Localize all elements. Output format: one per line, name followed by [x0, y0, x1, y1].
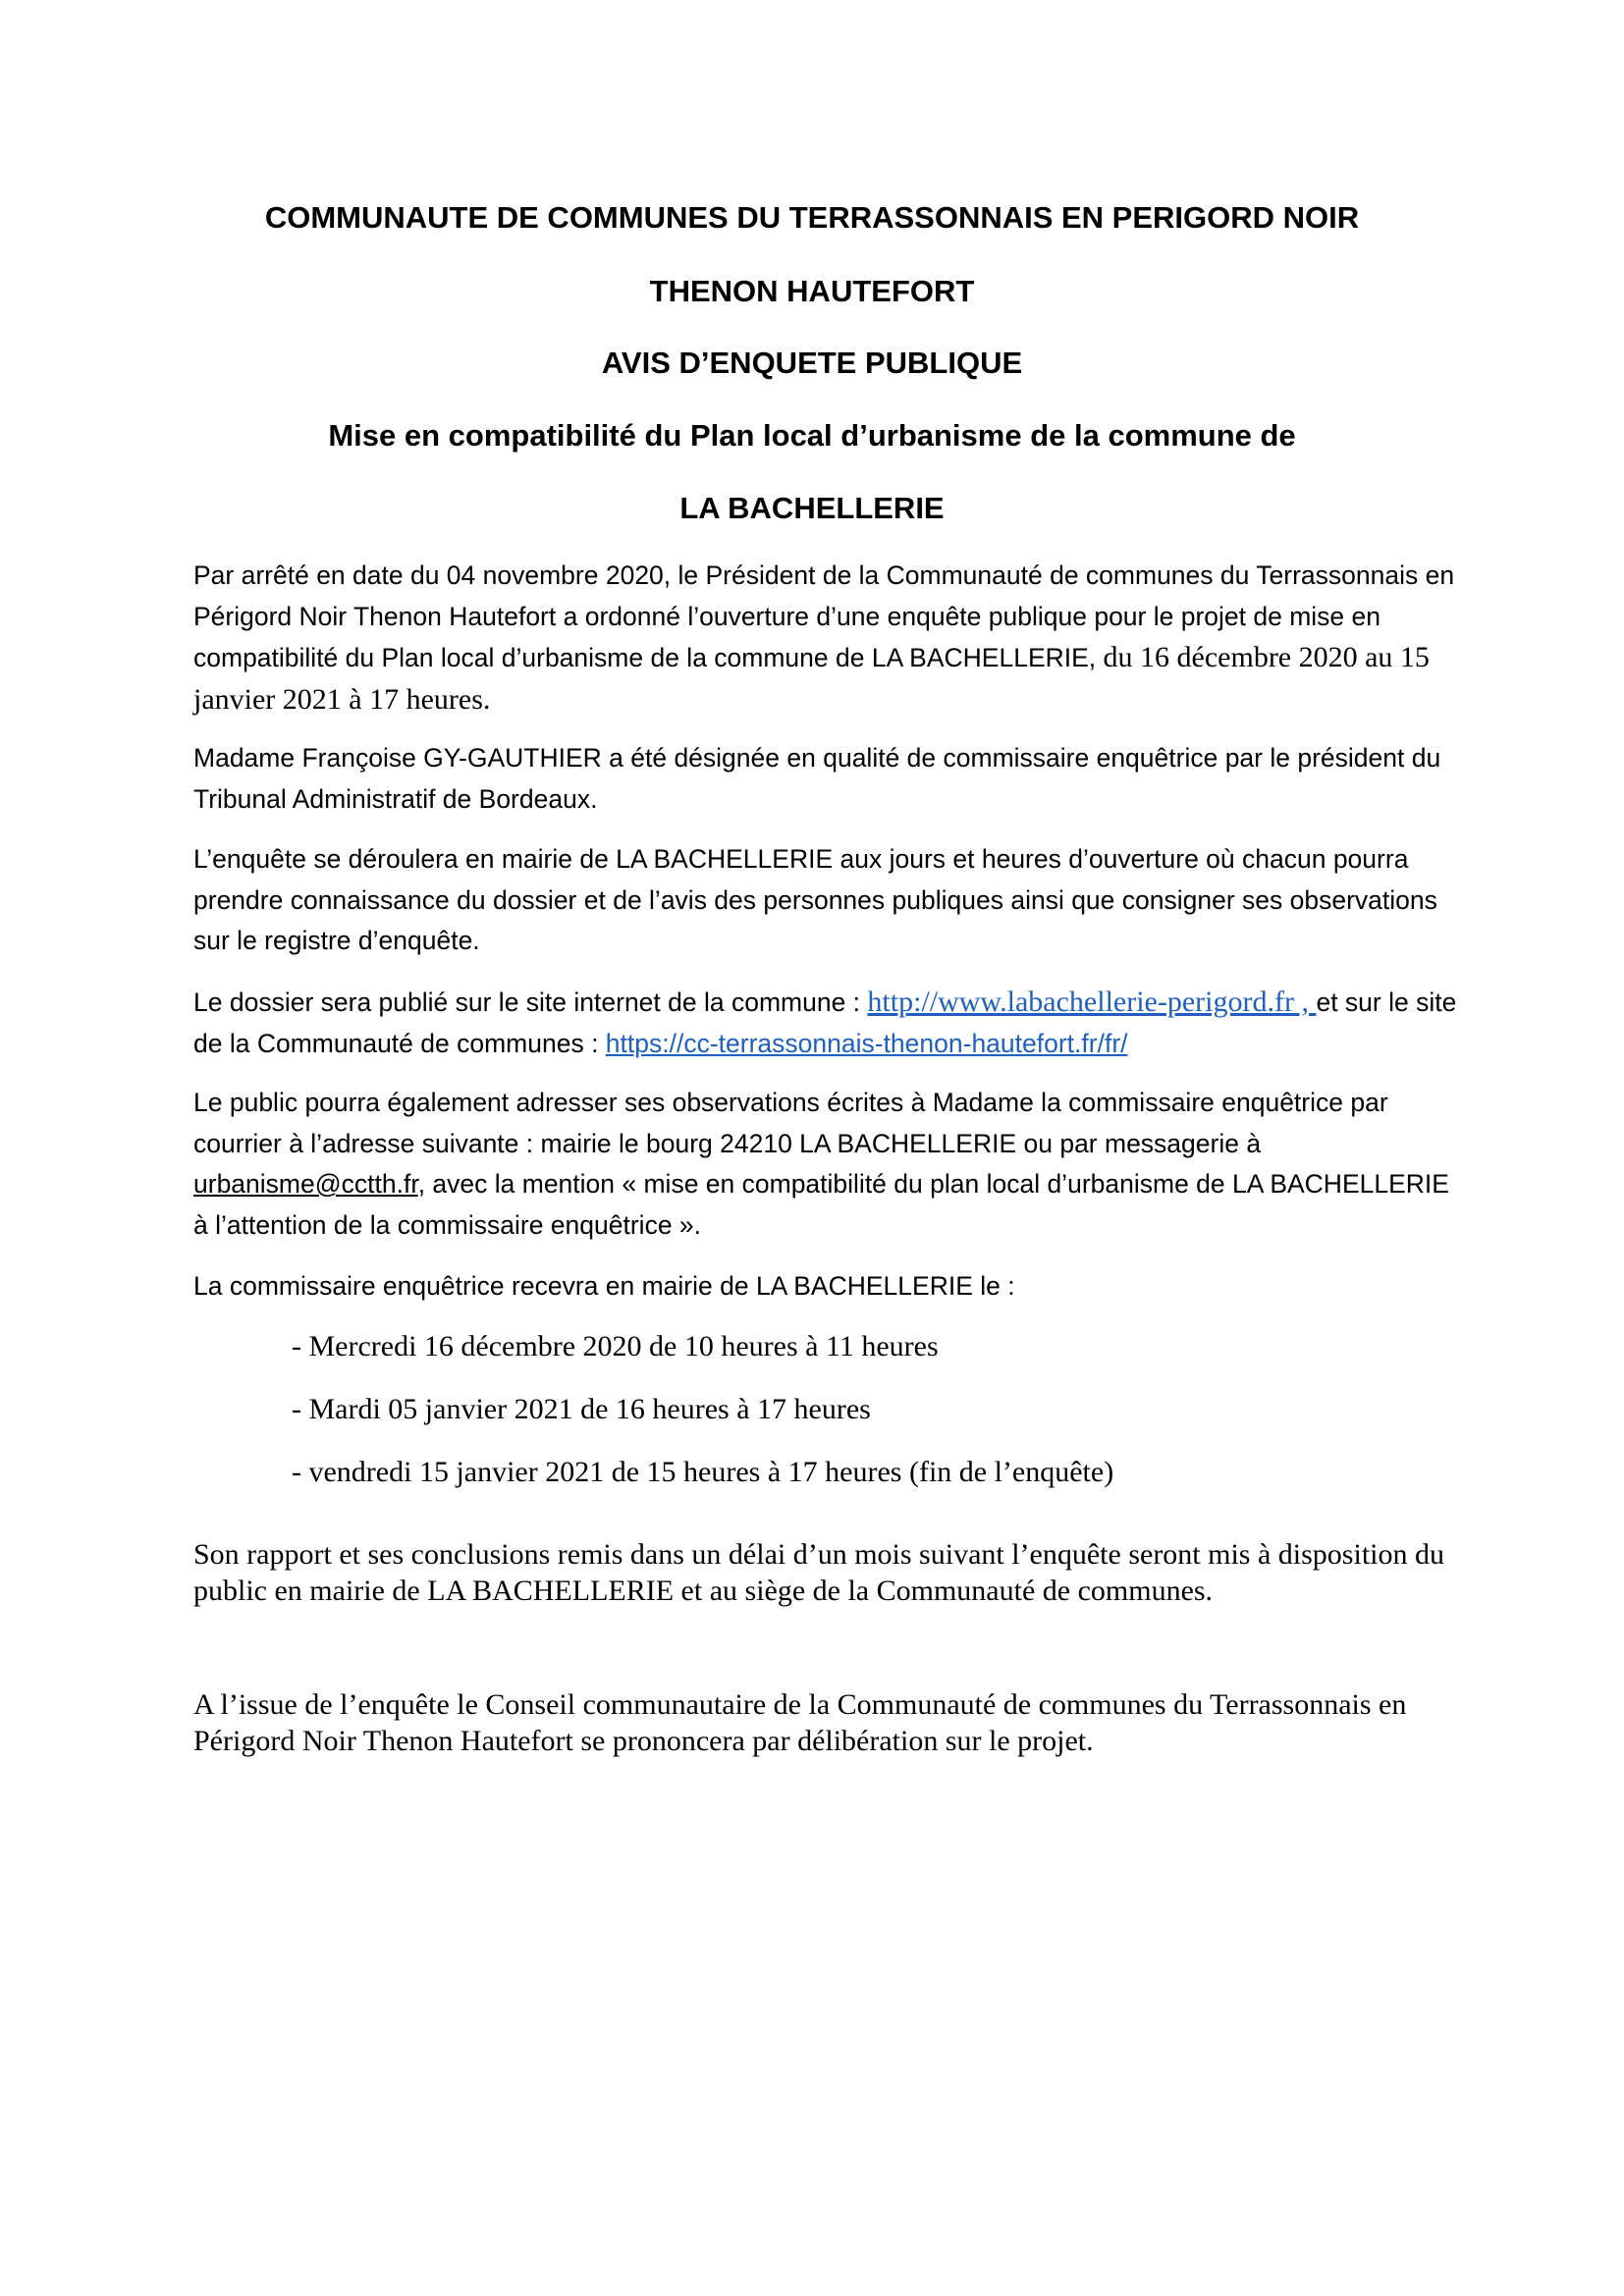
cc-website-link[interactable]: https://cc-terrassonnais-thenon-hautefort.fr/fr/	[605, 1028, 1128, 1058]
commune-name: LA BACHELLERIE	[679, 491, 945, 525]
email-link[interactable]: urbanisme@cctth.fr	[193, 1169, 418, 1199]
paragraph-lieu: L’enquête se déroulera en mairie de LA BACHELLERIE aux jours et heures d’ouverture où chacun pourra prendre connaissance du dossier et de l’avis des personnes publiques ainsi que consigner ses observations sur le registre d’enquête.	[193, 844, 1437, 955]
paragraph-observations: Le public pourra également adresser ses observations écrites à Madame la commissaire enquêtrice par courrier à l’adresse suivante : mairie le bourg 24210 LA BACHELLERIE ou par messagerie à urbanisme@cctth.fr, avec la mention « mise en compatibilité du plan local d’urbanisme de LA BACHELLERIE à l’attention de la commissaire enquêtrice ».	[193, 1088, 1449, 1240]
paragraph-arrete: Par arrêté en date du 04 novembre 2020, le Président de la Communauté de communes du Terrassonnais en Périgord Noir Thenon Hautefort a ordonné l’ouverture d’une enquête publique pour le projet de mise en compatibilité du Plan local d’urbanisme de la commune de LA BACHELLERIE, du 16 décembre 2020 au 15 janvier 2021 à 17 heures.	[193, 561, 1455, 716]
paragraph-rapport: Son rapport et ses conclusions remis dans un délai d’un mois suivant l’enquête seront mis à disposition du public en mairie de LA BACHELLERIE et au siège de la Communauté de communes.	[193, 1538, 1444, 1607]
schedule-item: - vendredi 15 janvier 2021 de 15 heures à 17 heures (fin de l’enquête)	[292, 1456, 1114, 1488]
enquiry-dates: du 16 décembre 2020 au 15 janvier 2021 à 17 heures	[193, 641, 1430, 716]
header-organization: COMMUNAUTE DE COMMUNES DU TERRASSONNAIS EN PERIGORD NOIR	[264, 200, 1360, 235]
notice-subject: Mise en compatibilité du Plan local d’urbanisme de la commune de	[328, 418, 1296, 453]
commune-website-link[interactable]: http://www.labachellerie-perigord.fr ,	[867, 986, 1317, 1018]
schedule-item: - Mardi 05 janvier 2021 de 16 heures à 17 heures	[292, 1393, 871, 1425]
paragraph-permanences-intro: La commissaire enquêtrice recevra en mairie de LA BACHELLERIE le :	[193, 1271, 1015, 1301]
paragraph-conclusion: A l’issue de l’enquête le Conseil communautaire de la Communauté de communes du Terrassonnais en Périgord Noir Thenon Hautefort se prononcera par délibération sur le projet.	[193, 1688, 1407, 1757]
paragraph-dossier: Le dossier sera publié sur le site internet de la commune : http://www.labachellerie-perigord.fr , et sur le site de la Communauté de communes : https://cc-terrassonnais-thenon-hautefort.fr/fr/	[193, 986, 1457, 1058]
notice-title: AVIS D’ENQUETE PUBLIQUE	[601, 346, 1023, 380]
paragraph-arrete-text: Par arrêté en date du 04 novembre 2020, le Président de la Communauté de communes du Terrassonnais en Périgord Noir Thenon Hautefort a ordonné l’ouverture d’une enquête publique pour le projet de mise en compatibilité du Plan local d’urbanisme de la commune de LA BACHELLERIE,	[193, 561, 1455, 672]
schedule-item: - Mercredi 16 décembre 2020 de 10 heures à 11 heures	[292, 1330, 939, 1362]
header-organization-suffix: THENON HAUTEFORT	[649, 274, 975, 308]
paragraph-commissaire: Madame Françoise GY-GAUTHIER a été désignée en qualité de commissaire enquêtrice par le président du Tribunal Administratif de Bordeaux.	[193, 743, 1441, 814]
